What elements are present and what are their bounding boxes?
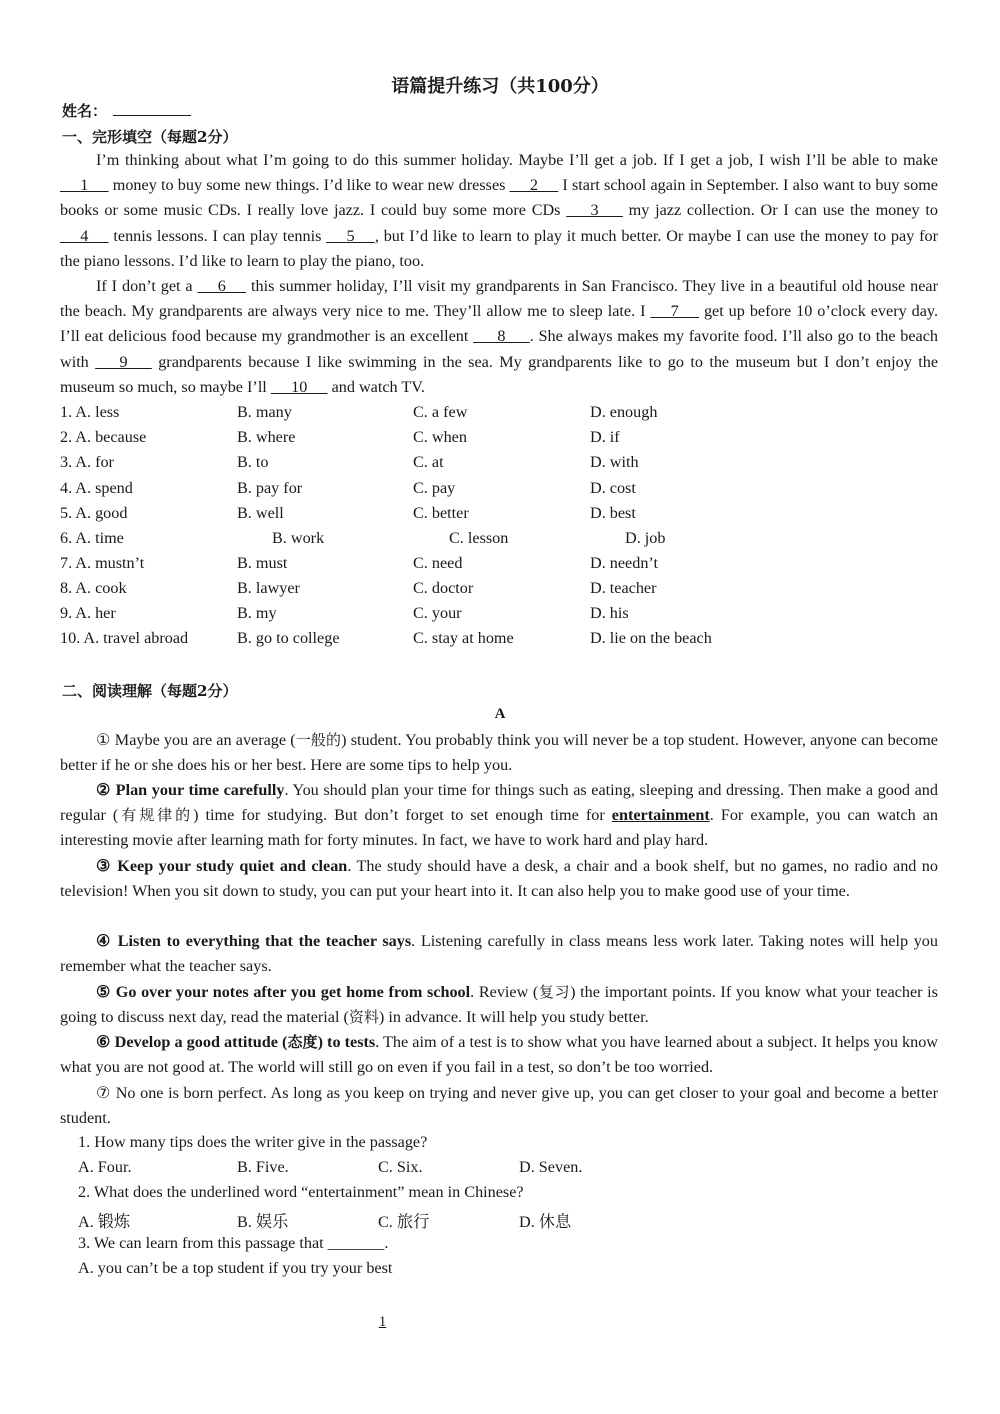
option-c: C. at (413, 453, 444, 471)
q2-option-d: D. 休息 (519, 1213, 572, 1231)
option-b: B. must (237, 554, 288, 572)
reading-paragraph-2: ② Plan your time carefully. You should plan your time for things such as eating, sleeping and dressing. Then make a good and regular (有规律的) time for studying. But don’t forget to set enough time for entertainment. For example, you can watch an interesting movie after learning math for forty minutes. In fact, we have to work hard and play hard. (60, 781, 938, 850)
reading-paragraph-7: ⑦ No one is born perfect. As long as you keep on trying and never give up, you can get closer to your goal and become a better student. (60, 1084, 938, 1128)
option-d: D. enough (590, 403, 658, 421)
option-c: C. pay (413, 479, 456, 497)
blank-10: 10 (270, 377, 328, 396)
q2-option-b: B. 娱乐 (237, 1213, 289, 1231)
cloze-paragraph-2: If I don’t get a 6 this summer holiday, I’ll visit my grandparents in San Francisco. They live in a beautiful old house near the beach. My grandparents are always very nice to me. They’ll allow me to sleep late. I 7 get up before 10 o’clock every day. I’ll eat delicious food because my grandmother is an excellent 8 . She always makes my favorite food. I’ll also go to the beach with 9 grandparents because I like swimming in the sea. My grandparents like to go to the museum but I don’t enjoy the museum so much, so maybe I’ll 10 and watch TV. (60, 274, 938, 400)
option-c: C. need (413, 554, 463, 572)
option-row (60, 479, 960, 504)
q2-option-c: C. 旅行 (378, 1213, 430, 1231)
option-row (60, 529, 960, 554)
option-c: C. doctor (413, 579, 474, 597)
option-c: C. a few (413, 403, 468, 421)
q2-option-a: A. 锻炼 (78, 1213, 131, 1231)
blank-3: 3 (566, 201, 623, 220)
name-field (62, 100, 191, 121)
option-a: 9. A. her (60, 604, 116, 622)
option-b: B. well (237, 504, 284, 522)
blank-9: 9 (95, 352, 152, 371)
q1-option-b: B. Five. (237, 1158, 289, 1176)
reading-paragraph-3: ③ Keep your study quiet and clean. The study should have a desk, a chair and a book shelf, but no games, no radio and no television! When you sit down to study, you can put your heart into it. It can also help you to make good use of your time. (60, 857, 938, 901)
name-label: 姓名： (62, 102, 108, 120)
option-row (60, 504, 960, 529)
blank-4: 4 (60, 226, 109, 245)
option-a: 1. A. less (60, 403, 120, 421)
blank-7: 7 (650, 302, 699, 321)
page-number: 1 (378, 1314, 387, 1330)
option-b: B. to (237, 453, 269, 471)
q1-option-c: C. Six. (378, 1158, 423, 1176)
option-d: D. with (590, 453, 639, 471)
option-d: D. best (590, 504, 636, 522)
option-a: 10. A. travel abroad (60, 629, 189, 647)
option-c: C. lesson (449, 529, 509, 547)
blank-5: 5 (326, 226, 375, 245)
option-d: D. teacher (590, 579, 657, 597)
q1-option-a: A. Four. (78, 1158, 132, 1176)
option-b: B. many (237, 403, 292, 421)
option-a: 5. A. good (60, 504, 128, 522)
option-d: D. job (625, 529, 666, 547)
reading-paragraph-6: ⑥ Develop a good attitude (态度) to tests. The aim of a test is to show what you have learned about a subject. It helps you know what you are not good at. The world will still go on even if you fail in a test, so don’t be too worried. (60, 1033, 938, 1077)
option-b: B. lawyer (237, 579, 300, 597)
option-b: B. pay for (237, 479, 303, 497)
option-d: D. if (590, 428, 620, 446)
option-row (60, 554, 960, 579)
reading-paragraph-4: ④ Listen to everything that the teacher says. Listening carefully in class means less work later. Taking notes will help you remember what the teacher says. (60, 932, 938, 976)
option-row (60, 453, 960, 478)
option-a: 3. A. for (60, 453, 114, 471)
blank-1: 1 (60, 176, 109, 195)
option-a: 6. A. time (60, 529, 124, 547)
option-row (60, 604, 960, 629)
reading-paragraph-5: ⑤ Go over your notes after you get home from school. Review (复习) the important points. If you know what your teacher is going to discuss next day, read the material (资料) in advance. It will help you study better. (60, 983, 938, 1027)
blank-8: 8 (473, 327, 530, 346)
q3-option-a: A. you can’t be a top student if you try your best (78, 1259, 393, 1277)
option-b: B. go to college (237, 629, 340, 647)
option-d: D. cost (590, 479, 636, 497)
section1-title: 一、完形填空（每题2分） (62, 128, 238, 146)
option-c: C. better (413, 504, 469, 522)
option-a: 8. A. cook (60, 579, 127, 597)
name-blank (113, 100, 191, 116)
option-b: B. my (237, 604, 277, 622)
q1-option-d: D. Seven. (519, 1158, 583, 1176)
question-2: 2. What does the underlined word “entertainment” mean in Chinese? (78, 1183, 524, 1201)
question-3: 3. We can learn from this passage that _______. (78, 1234, 389, 1252)
cloze-paragraph-1: I’m thinking about what I’m going to do this summer holiday. Maybe I’ll get a job. If I get a job, I wish I’ll be able to make 1 money to buy some new things. I’d like to wear new dresses 2 I start school again in September. I also want to buy some books or some music CDs. I really love jazz. I could buy some more CDs 3 my jazz collection. Or I can use the money to 4 tennis lessons. I can play tennis 5 , but I’d like to learn to play it much better. Or maybe I can use the money to pay for the piano lessons. I’d like to learn to play the piano, too. (60, 151, 938, 270)
option-row (60, 403, 960, 428)
option-a: 4. A. spend (60, 479, 133, 497)
option-c: C. your (413, 604, 462, 622)
option-row (60, 428, 960, 453)
option-b: B. work (272, 529, 325, 547)
question-1: 1. How many tips does the writer give in the passage? (78, 1133, 428, 1151)
option-row (60, 629, 960, 654)
option-c: C. when (413, 428, 467, 446)
option-c: C. stay at home (413, 629, 514, 647)
option-d: D. his (590, 604, 629, 622)
option-a: 2. A. because (60, 428, 147, 446)
option-b: B. where (237, 428, 296, 446)
reading-paragraph-1: ① Maybe you are an average (一般的) student. You probably think you will never be a top student. However, anyone can become better if he or she does his or her best. Here are some tips to help you. (60, 731, 938, 775)
page-title: 语篇提升练习（共100分） (391, 76, 609, 97)
option-row (60, 579, 960, 604)
blank-6: 6 (197, 277, 247, 295)
option-d: D. lie on the beach (590, 629, 712, 647)
section2-title: 二、阅读理解（每题2分） (62, 682, 238, 700)
option-d: D. needn’t (590, 554, 659, 572)
option-a: 7. A. mustn’t (60, 554, 145, 572)
underlined-word: entertainment (611, 806, 710, 825)
blank-2: 2 (509, 176, 559, 195)
passage-label: A (494, 706, 506, 722)
